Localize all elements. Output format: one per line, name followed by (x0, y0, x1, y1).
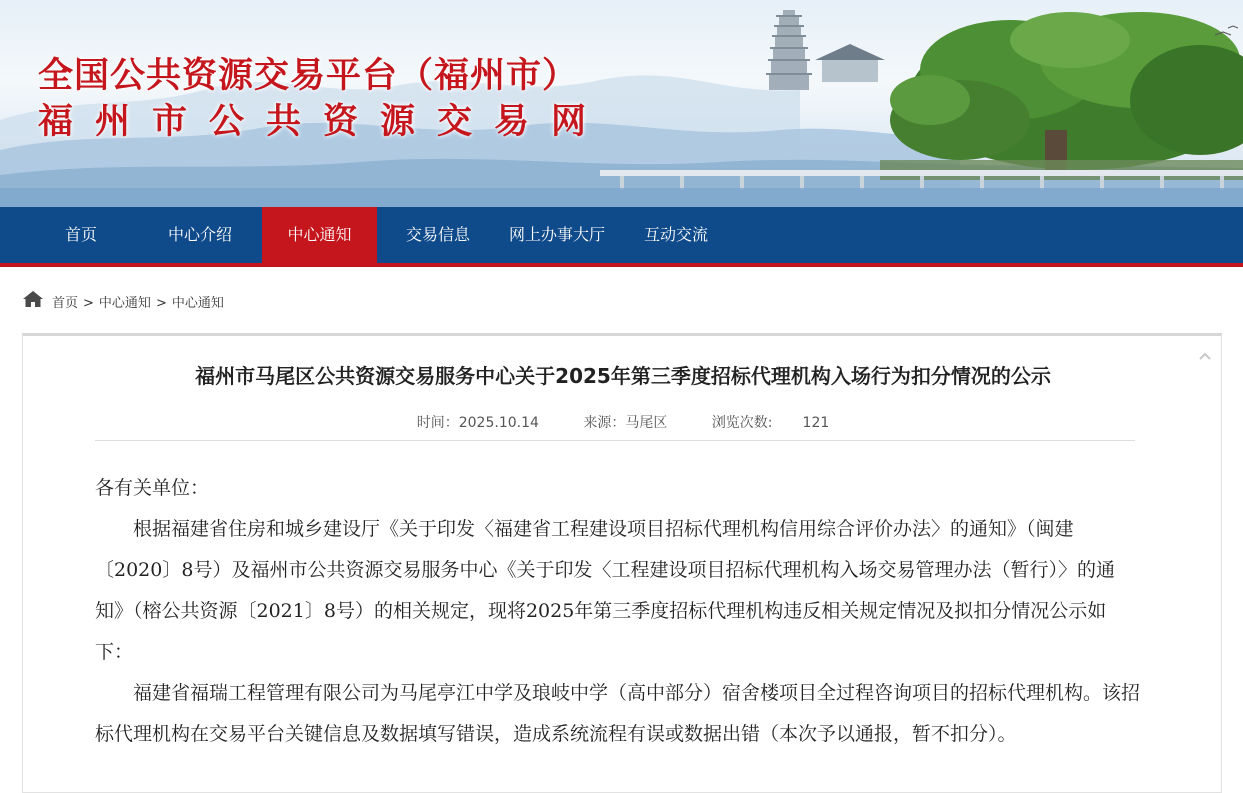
breadcrumb (22, 290, 224, 314)
publish-time-value: 2025.10.14 (458, 415, 539, 431)
publish-time-label: 时间： (416, 415, 459, 431)
view-count (712, 415, 829, 431)
nav-item-center-notice[interactable]: 中心通知 (262, 207, 377, 263)
site-title-line2: 福州市公共资源交易网 (38, 102, 609, 142)
article-source-label: 来源： (583, 415, 626, 431)
home-icon (22, 290, 44, 317)
article-source (583, 415, 667, 431)
main-nav (0, 207, 1243, 267)
article-paragraph: 根据福建省住房和城乡建设厅《关于印发〈福建省工程建设项目招标代理机构信用综合评价办法〉的通知》（闽建〔2020〕8号）及福州市公共资源交易服务中心《关于印发〈工程建设项目招标代理机构入场交易管理办法（暂行）〉的通知》（榕公共资源〔2021〕8号）的相关规定，现将2025年第三季度招标代理机构违反相关规定情况及拟扣分情况公示如下： (95, 518, 1115, 663)
site-banner (0, 0, 1243, 207)
nav-item-online-hall[interactable]: 网上办事大厅 (508, 225, 605, 244)
nav-item-interaction[interactable]: 互动交流 (643, 225, 708, 244)
nav-item-home[interactable]: 首页 (64, 225, 97, 244)
nav-item-center-intro[interactable]: 中心介绍 (167, 225, 232, 244)
breadcrumb-current[interactable]: 中心通知 (171, 296, 224, 311)
view-count-value: 121 (802, 415, 830, 431)
article-source-value: 马尾区 (625, 415, 668, 431)
breadcrumb-separator: > (155, 296, 167, 311)
article-body (95, 468, 1140, 755)
article-greeting: 各有关单位： (95, 477, 210, 499)
view-count-label: 浏览次数: (711, 415, 773, 431)
article-title: 福州市马尾区公共资源交易服务中心关于2025年第三季度招标代理机构入场行为扣分情况的公示 (195, 364, 1051, 388)
site-title-line1: 全国公共资源交易平台（福州市） (38, 56, 579, 96)
article-meta (23, 412, 1223, 432)
article-card (22, 333, 1222, 793)
nav-item-trade-info[interactable]: 交易信息 (405, 225, 470, 244)
breadcrumb-separator: > (83, 296, 94, 311)
breadcrumb-home[interactable]: 首页 (52, 296, 79, 311)
article-paragraph: 福建省福瑞工程管理有限公司为马尾亭江中学及琅岐中学（高中部分）宿舍楼项目全过程咨询项目的招标代理机构。该招标代理机构在交易平台关键信息及数据填写错误，造成系统流程有误或数据出错（本次予以通报，暂不扣分）。 (95, 682, 1141, 745)
title-divider (95, 440, 1135, 441)
breadcrumb-center-notice[interactable]: 中心通知 (98, 296, 151, 311)
publish-time (417, 415, 539, 431)
